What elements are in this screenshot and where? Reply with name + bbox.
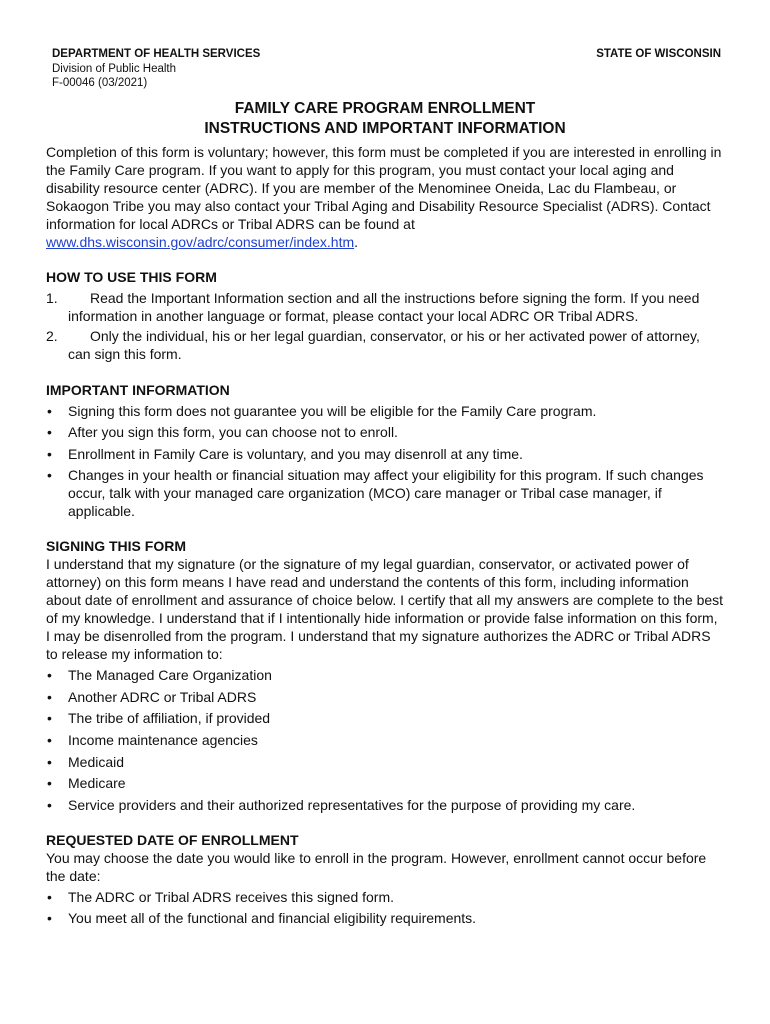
list-item	[46, 909, 724, 927]
state-name: STATE OF WISCONSIN	[596, 48, 721, 60]
bullet-icon: •	[47, 753, 52, 770]
item-number: 1.	[46, 289, 58, 306]
item-text: Medicaid	[68, 753, 125, 770]
item-text: The ADRC or Tribal ADRS receives this signed form.	[68, 888, 395, 905]
enrollment-date-section	[46, 831, 724, 928]
item-text: Only the individual, his or her legal guardian, conservator, or his or her activated power of attorney, can sign this form.	[68, 327, 700, 362]
bullet-icon: •	[47, 445, 52, 462]
list-item	[46, 402, 724, 420]
how-to-use-section	[46, 268, 724, 364]
bullet-icon: •	[47, 710, 52, 727]
item-text: The tribe of affiliation, if provided	[68, 710, 271, 727]
how-to-use-heading: HOW TO USE THIS FORM	[46, 268, 217, 285]
item-text: Medicare	[68, 775, 126, 792]
how-to-use-list	[46, 289, 724, 364]
important-heading: IMPORTANT INFORMATION	[46, 381, 230, 398]
signing-heading: SIGNING THIS FORM	[46, 538, 186, 555]
item-text: Read the Important Information section and all the instructions before signing the form. If you need information in another language or format, please contact your local ADRC OR Tribal ADRS.	[68, 289, 700, 324]
enrollment-date-list	[46, 888, 724, 928]
item-text: Enrollment in Family Care is voluntary, and you may disenroll at any time.	[68, 445, 523, 462]
list-item	[46, 445, 724, 463]
bullet-icon: •	[47, 775, 52, 792]
list-item	[46, 774, 724, 792]
list-item	[46, 888, 724, 906]
bullet-icon: •	[47, 688, 52, 705]
bullet-icon: •	[47, 667, 52, 684]
list-item	[46, 423, 724, 441]
numbered-item	[46, 289, 724, 326]
bullet-icon: •	[47, 467, 52, 484]
adrc-link[interactable]: www.dhs.wisconsin.gov/adrc/consumer/index.htm	[46, 233, 355, 250]
list-item	[46, 753, 724, 771]
list-item	[46, 666, 724, 684]
numbered-item	[46, 327, 724, 364]
form-header	[52, 47, 724, 91]
enrollment-date-paragraph: You may choose the date you would like to enroll in the program. However, enrollment cannot occur before the date:	[46, 849, 707, 884]
bullet-icon: •	[47, 888, 52, 905]
bullet-icon: •	[47, 910, 52, 927]
important-list	[46, 402, 724, 521]
title-line-1: FAMILY CARE PROGRAM ENROLLMENT	[234, 99, 536, 117]
department-name: DEPARTMENT OF HEALTH SERVICES	[52, 48, 261, 60]
item-text: After you sign this form, you can choose not to enroll.	[68, 424, 398, 441]
bullet-icon: •	[47, 402, 52, 419]
list-item	[46, 731, 724, 749]
bullet-icon: •	[47, 424, 52, 441]
signing-paragraph: I understand that my signature (or the signature of my legal guardian, conservator, or activated power of attorney) on this form means I have read and understand the contents of this form, including information about date of enrollment and assurance of choice below. I certify that all my answers are complete to the best of my knowledge. I understand that if I intentionally hide information or provide false information on this form, I may be disenrolled from the program. I understand that my signature authorizes the ADRC or Tribal ADRS to release my information to:	[46, 556, 724, 663]
item-text: Changes in your health or financial situation may affect your eligibility for this program. If such changes occur, talk with your managed care organization (MCO) care manager or Tribal case manager, if applicable.	[68, 467, 704, 520]
page-title	[46, 99, 724, 139]
list-item	[46, 709, 724, 727]
division-name: Division of Public Health	[52, 62, 177, 75]
item-text: Income maintenance agencies	[68, 732, 258, 749]
signing-list	[46, 666, 724, 814]
list-item	[46, 796, 724, 814]
item-text: The Managed Care Organization	[68, 667, 272, 684]
bullet-icon: •	[47, 732, 52, 749]
title-line-2: INSTRUCTIONS AND IMPORTANT INFORMATION	[204, 119, 566, 137]
list-item	[46, 688, 724, 706]
bullet-icon: •	[47, 796, 52, 813]
enrollment-date-heading: REQUESTED DATE OF ENROLLMENT	[46, 831, 299, 848]
item-text: Service providers and their authorized representatives for the purpose of providing my care.	[68, 796, 636, 813]
item-number: 2.	[46, 327, 58, 344]
item-text: You meet all of the functional and financial eligibility requirements.	[68, 910, 477, 927]
intro-text: Completion of this form is voluntary; however, this form must be completed if you are interested in enrolling in the Family Care program. If you want to apply for this program, you must contact your local aging and disability resource center (ADRC). If you are member of the Menominee Oneida, Lac du Flambeau, or Sokaogon Tribe you may also contact your Tribal Aging and Disability Resource Specialist (ADRS). Contact information for local ADRCs or Tribal ADRS can be found at	[46, 143, 722, 232]
important-section	[46, 381, 724, 521]
item-text: Another ADRC or Tribal ADRS	[68, 688, 257, 705]
form-id: F-00046 (03/2021)	[52, 77, 148, 89]
intro-period: .	[354, 233, 359, 250]
list-item	[46, 466, 724, 520]
intro-paragraph	[46, 143, 724, 251]
signing-section	[46, 537, 724, 814]
item-text: Signing this form does not guarantee you will be eligible for the Family Care program.	[68, 402, 597, 419]
